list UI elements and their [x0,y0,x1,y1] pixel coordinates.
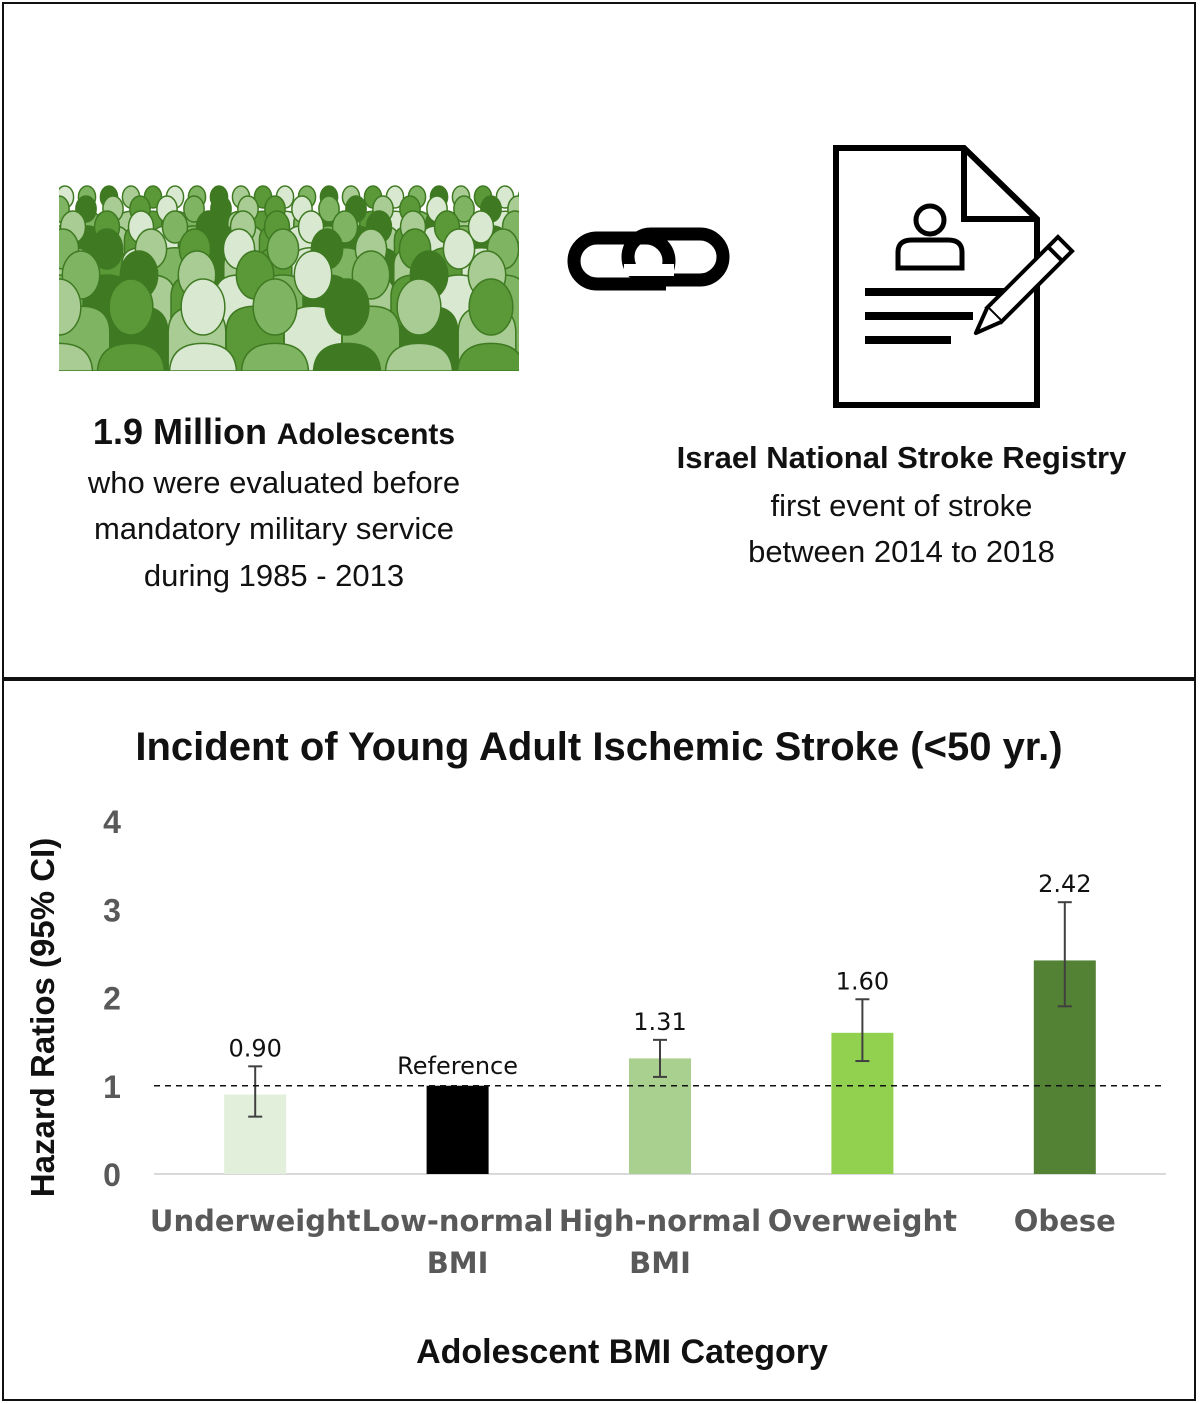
x-tick-label: BMI [629,1246,691,1280]
bar [427,1086,489,1174]
x-tick-label: BMI [426,1246,489,1280]
chart-title: Incident of Young Adult Ischemic Stroke (<50 yr.) [135,725,1063,769]
crowd-icon [59,179,519,371]
y-tick-label: 0 [103,1157,121,1193]
x-axis-label: Adolescent BMI Category [416,1333,828,1371]
cohort-line-4: during 1985 - 2013 [143,558,405,593]
cohort-word: Adolescents [276,418,456,451]
cohort-number: 1.9 Million [92,411,267,452]
cohort-line-3: mandatory military service [93,511,455,546]
link-icon [566,224,731,294]
data-label: 1.60 [835,967,890,996]
x-tick-label: High-normal [558,1204,762,1238]
study-design-panel [2,2,1196,679]
registry-line-3: between 2014 to 2018 [748,534,1055,569]
x-tick-label: Obese [1013,1204,1116,1238]
hazard-ratio-chart [4,681,1194,1399]
cohort-heading [44,411,504,452]
x-tick-label: Overweight [767,1204,958,1238]
data-label: 1.31 [633,1007,687,1036]
y-axis-label: Hazard Ratios (95% CI) [24,837,61,1198]
y-tick-label: 2 [103,980,121,1017]
x-tick-label: Underweight [149,1204,361,1238]
registry-line-2: first event of stroke [770,488,1033,523]
data-label: Reference [397,1051,519,1080]
y-tick-label: 3 [103,892,121,929]
y-tick-label: 4 [103,804,121,840]
cohort-line-2: who were evaluated before [87,465,461,500]
x-tick-label: Low-normal [361,1204,554,1238]
document-icon [832,144,1092,409]
chart-panel [2,679,1196,1401]
registry-title: Israel National Stroke Registry [676,440,1127,475]
data-label: 0.90 [228,1034,282,1063]
data-label: 2.42 [1038,870,1092,899]
y-tick-label: 1 [103,1068,121,1105]
